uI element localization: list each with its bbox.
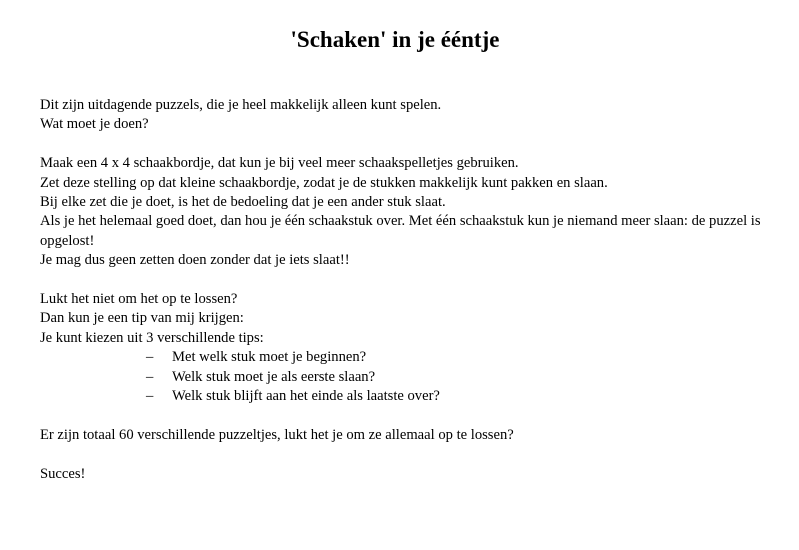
tip-text: Met welk stuk moet je beginnen?: [172, 349, 367, 366]
closing-greeting: Succes!: [40, 465, 86, 482]
intro-question: Wat moet je doen?: [40, 116, 149, 133]
dash-bullet: –: [146, 388, 154, 405]
instruction-line: Bij elke zet die je doet, is het de bedoeling dat je een ander stuk slaat.: [40, 194, 446, 211]
tip-text: Welk stuk blijft aan het einde als laatste over?: [172, 388, 440, 405]
article-body: [40, 96, 770, 484]
instruction-line: Maak een 4 x 4 schaakbordje, dat kun je bij veel meer schaakspelletjes gebruiken.: [40, 155, 519, 172]
instruction-line: Zet deze stelling op dat kleine schaakbordje, zodat je de stukken makkelijk kunt pakken en slaan.: [40, 174, 608, 191]
tip-text: Welk stuk moet je als eerste slaan?: [172, 368, 376, 385]
page-title: 'Schaken' in je ééntje: [290, 27, 500, 52]
list-item: [40, 368, 770, 387]
dash-bullet: –: [146, 349, 154, 366]
intro-line: Dit zijn uitdagende puzzels, die je heel makkelijk alleen kunt spelen.: [40, 97, 442, 113]
instruction-line: Je mag dus geen zetten doen zonder dat je iets slaat!!: [40, 252, 350, 269]
tips-intro-line: Je kunt kiezen uit 3 verschillende tips:: [40, 329, 264, 346]
tips-intro-line: Lukt het niet om het op te lossen?: [40, 291, 238, 308]
instruction-line: Als je het helemaal goed doet, dan hou je één schaakstuk over. Met één schaakstuk kun je niemand meer slaan: de puzzel is opgelost!: [40, 213, 761, 249]
list-item: [40, 387, 770, 406]
tips-intro-line: Dan kun je een tip van mij krijgen:: [40, 310, 244, 327]
list-item: [40, 348, 770, 367]
dash-bullet: –: [146, 368, 154, 385]
tips-list: [40, 348, 770, 406]
closing-line: Er zijn totaal 60 verschillende puzzeltjes, lukt het je om ze allemaal op te lossen?: [40, 426, 514, 443]
